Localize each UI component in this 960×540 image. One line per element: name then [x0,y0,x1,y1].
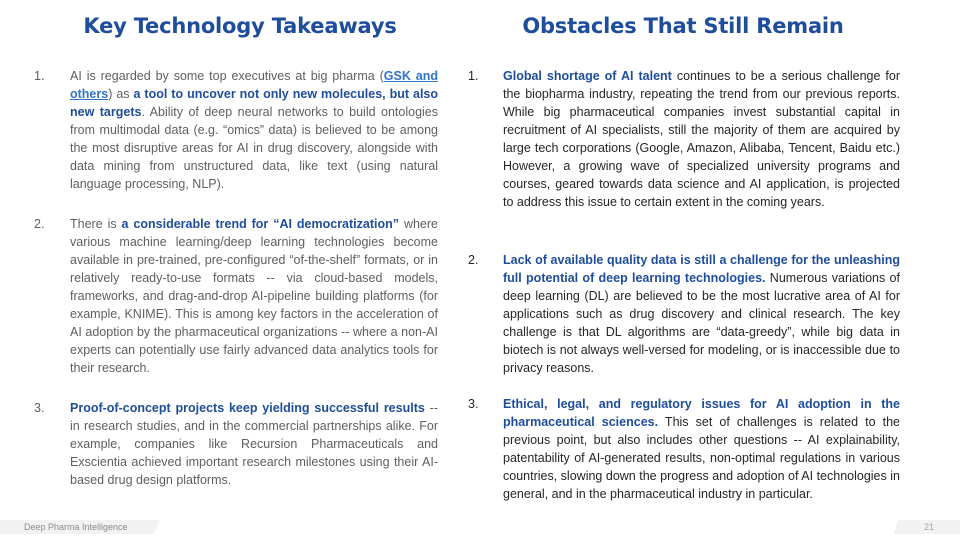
item-text: AI is regarded by some top executives at big pharma (GSK and others) as a tool to uncover not only new molecules, but also new targets. Ability of deep neural networks to build ontologies from multimodal data (e.g. “omics” data) is believed to be among the most disruptive areas for AI in drug discovery, alongside with data mining from unstructured data, like text (using natural language processing, NLP). [70,69,439,191]
takeaway-item [34,215,438,377]
highlight-text: a considerable trend for “AI democratization” [121,217,400,231]
item-number: 3. [468,397,479,411]
takeaway-item [34,67,438,193]
takeaways-title: Key Technology Takeaways [83,14,397,38]
item-text: Global shortage of AI talent continues to be a serious challenge for the biopharma industry, repeating the trend from our previous reports. While big pharmaceutical companies invest substantial capital in recruitment of AI specialists, still the majority of them are acquired by large tech corporations (Google, Amazon, Alibaba, Tencent, Baidu etc.) However, a growing wave of specialized university programs and courses, geared towards data science and AI application, is projected to address this issue to certain extent in the coming years. [503,69,901,209]
page-number: 21 [923,522,934,532]
item-text: Lack of available quality data is still a challenge for the unleashing full potential of deep learning technologies. Numerous variations of deep learning (DL) are believed to be the most lucrative area of AI for applications such as drug discovery and clinical research. The key challenge is that DL algorithms are “data-greedy”, while big data in biotech is not always well-versed for modeling, or is inaccessible due to privacy reasons. [503,253,900,375]
obstacles-title: Obstacles That Still Remain [522,14,844,38]
takeaway-item [34,399,438,489]
gsk-link[interactable]: GSK and others [70,69,438,101]
item-number: 1. [34,69,45,83]
item-number: 3. [34,401,45,415]
highlight-text: a tool to uncover not only new molecules, but also new targets [70,87,439,119]
highlight-text: Proof-of-concept projects keep yielding successful results [70,401,425,415]
obstacle-item [468,395,900,503]
highlight-text: Global shortage of AI talent [503,69,672,83]
obstacle-item [468,67,900,211]
footer-label: Deep Pharma Intelligence [24,522,128,532]
item-text: Proof-of-concept projects keep yielding successful results -- in research studies, and in the commercial partnerships alike. For example, companies like Recursion Pharmaceuticals and Exscientia achieved important research milestones using their AI-based drug design platforms. [70,401,438,487]
highlight-text: Lack of available quality data is still a challenge for the unleashing full potential of deep learning technologies. [503,253,900,285]
highlight-text: Ethical, legal, and regulatory issues for AI adoption in the pharmaceutical sciences. [503,397,900,429]
item-text: There is a considerable trend for “AI democratization” where various machine learning/deep learning technologies become available in pre-trained, pre-configured “of-the-shelf” formats, or in relatively ready-to-use formats -- via cloud-based models, frameworks, and drag-and-drop AI-pipeline building platforms (for example, KNIME). This is among key factors in the acceleration of AI adoption by the pharmaceutical organizations -- where a non-AI experts can potentially use fairly advanced data analytics tools for their research. [70,217,438,375]
item-text: Ethical, legal, and regulatory issues for AI adoption in the pharmaceutical sciences. This set of challenges is related to the previous point, but also includes other questions -- AI explainability, patentability of AI-generated results, non-optimal regulations in various countries, slowing down the progress and adoption of AI technologies in general, and in the pharmaceutical industry in particular. [503,397,900,501]
item-number: 2. [468,253,479,267]
obstacle-item [468,251,900,377]
item-number: 2. [34,217,45,231]
item-number: 1. [468,69,479,83]
